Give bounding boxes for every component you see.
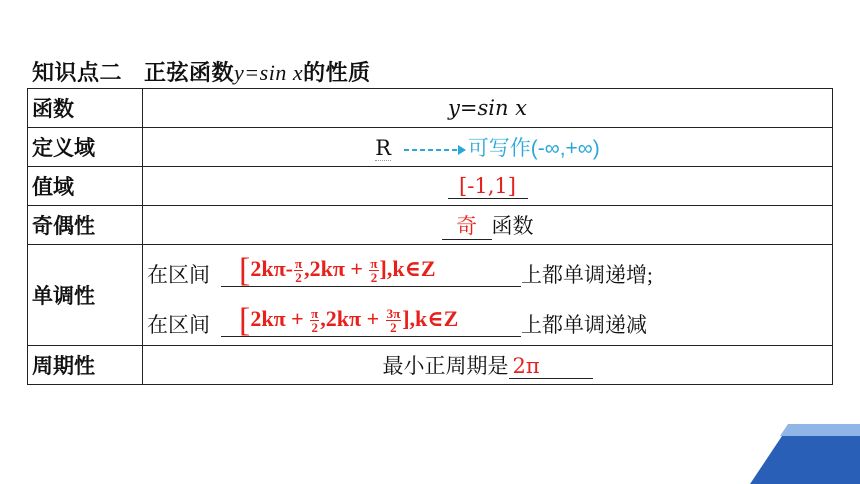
dec-frac-1-num: π bbox=[311, 306, 319, 322]
increasing-prefix: 在区间 bbox=[147, 263, 210, 287]
period-text: 最小正周期是 bbox=[382, 354, 509, 378]
range-answer: [-1,1] bbox=[448, 174, 528, 199]
inc-frac-1-den: 2 bbox=[295, 270, 302, 286]
dashed-arrow-icon bbox=[404, 143, 466, 157]
parity-suffix: 函数 bbox=[491, 214, 534, 238]
inc-a: 2kπ- bbox=[250, 256, 293, 281]
dec-frac-1-den: 2 bbox=[311, 320, 318, 336]
value-monotonicity bbox=[143, 245, 833, 346]
label-period: 周期性 bbox=[28, 346, 143, 385]
row-function bbox=[28, 89, 833, 128]
value-domain bbox=[143, 128, 833, 167]
row-range bbox=[28, 167, 833, 206]
decreasing-suffix: 上都单调递减 bbox=[521, 313, 647, 337]
inc-set: Z bbox=[420, 256, 436, 281]
domain-note: 可写作(-∞,+∞) bbox=[467, 137, 600, 160]
deco-light-shape bbox=[780, 424, 860, 436]
dec-frac-2-num: 3π bbox=[386, 306, 401, 322]
parity-answer: 奇 bbox=[442, 215, 492, 240]
dec-frac-1 bbox=[310, 307, 319, 334]
row-domain bbox=[28, 128, 833, 167]
domain-value: R bbox=[375, 136, 392, 160]
decreasing-answer bbox=[239, 297, 458, 343]
dec-frac-2 bbox=[386, 307, 402, 334]
decreasing-prefix: 在区间 bbox=[147, 313, 210, 337]
dec-set: Z bbox=[443, 306, 459, 331]
increasing-line bbox=[143, 245, 832, 295]
heading-title-a: 正弦函数 bbox=[144, 60, 235, 85]
period-answer: 2π bbox=[509, 354, 593, 379]
dec-a: 2kπ + bbox=[250, 306, 310, 331]
heading-title-b: 的性质 bbox=[303, 60, 371, 85]
inc-b: ,2kπ + bbox=[304, 256, 369, 281]
increasing-answer bbox=[239, 247, 436, 293]
heading-title-var: y=sin x bbox=[234, 60, 304, 85]
dec-b: ,2kπ + bbox=[320, 306, 385, 331]
properties-table bbox=[27, 88, 833, 385]
row-monotonicity bbox=[28, 245, 833, 346]
label-function: 函数 bbox=[28, 89, 143, 128]
inc-frac-1 bbox=[294, 257, 303, 284]
deco-dark-shape bbox=[750, 436, 860, 484]
inc-frac-2-num: π bbox=[370, 256, 378, 272]
heading-prefix: 知识点二 bbox=[32, 60, 123, 85]
dec-c: ],k∈ bbox=[402, 306, 444, 331]
corner-decoration bbox=[720, 424, 860, 484]
decreasing-line bbox=[143, 295, 832, 345]
function-expression: y=sin x bbox=[448, 96, 527, 120]
inc-frac-2-den: 2 bbox=[370, 270, 378, 286]
label-domain: 定义域 bbox=[28, 128, 143, 167]
row-period bbox=[28, 346, 833, 385]
value-range bbox=[143, 167, 833, 206]
label-parity: 奇偶性 bbox=[28, 206, 143, 245]
open-bracket: [ bbox=[239, 301, 251, 339]
inc-c: ],k∈ bbox=[379, 256, 421, 281]
section-heading bbox=[32, 56, 371, 87]
value-parity bbox=[143, 206, 833, 245]
label-monotonicity: 单调性 bbox=[28, 245, 143, 346]
inc-frac-1-num: π bbox=[294, 256, 303, 272]
inc-frac-2 bbox=[369, 257, 378, 284]
value-period bbox=[143, 346, 833, 385]
label-range: 值域 bbox=[28, 167, 143, 206]
increasing-suffix: 上都单调递增; bbox=[521, 263, 653, 287]
row-parity bbox=[28, 206, 833, 245]
value-function bbox=[143, 89, 833, 128]
open-bracket: [ bbox=[239, 251, 251, 289]
dec-frac-2-den: 2 bbox=[390, 320, 397, 336]
